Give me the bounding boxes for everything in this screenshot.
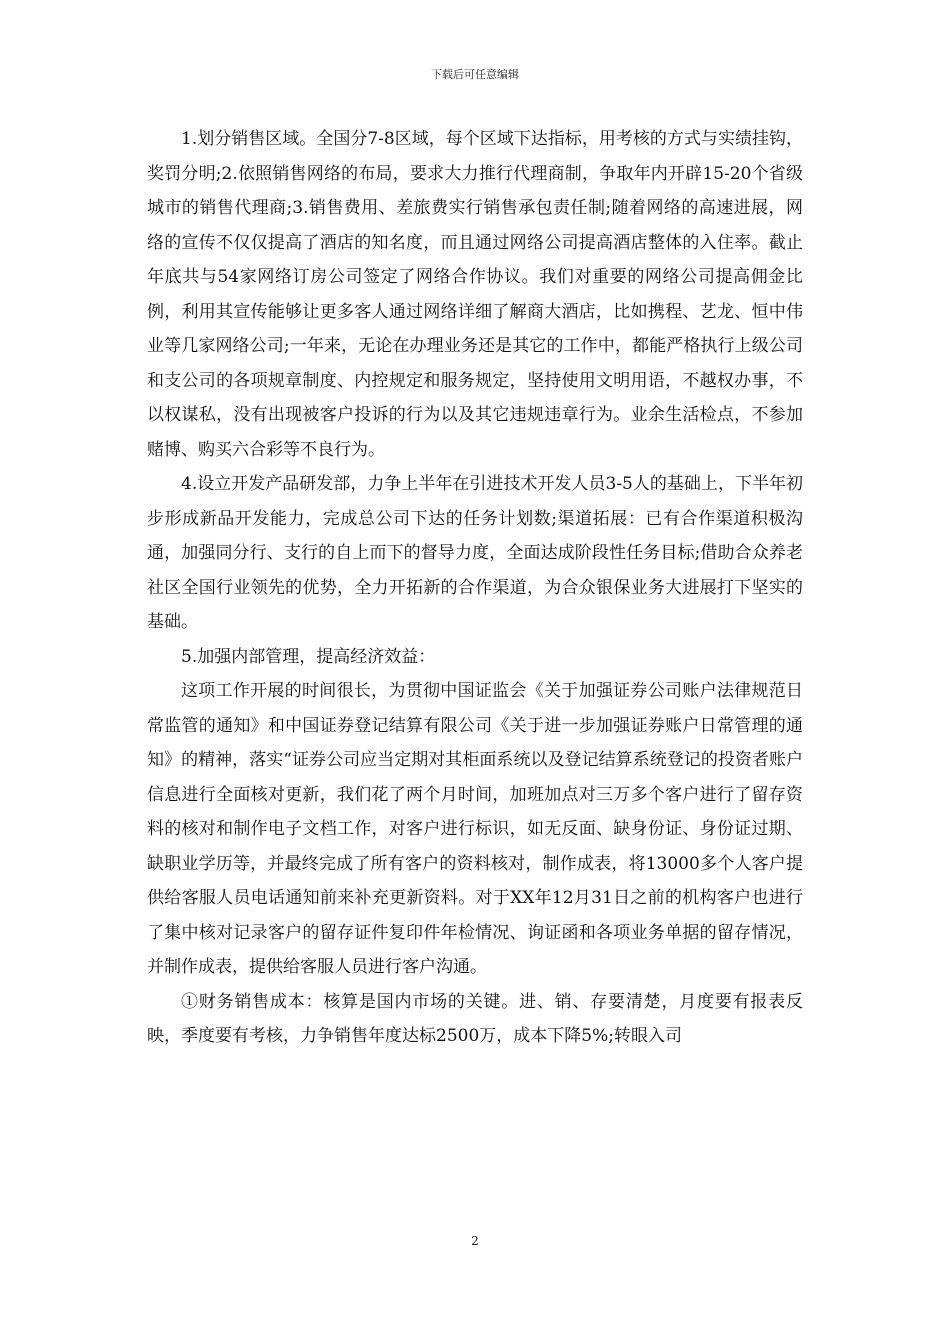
paragraph-sales-regions: 1.划分销售区域。全国分7-8区域，每个区域下达指标，用考核的方式与实绩挂钩，奖罚分明;2.依照销售网络的布局，要求大力推行代理商制，争取年内开辟15-20个省级城市的销售代理商;3.销售费用、差旅费实行销售承包责任制;随着网络的高速进展，网络的宣传不仅仅提高了酒店的知名度，而且通过网络公司提高酒店整体的入住率。截止年底共与54家网络订房公司签定了网络合作协议。我们对重要的网络公司提高佣金比例，利用其宣传能够让更多客人通过网络详细了解商大酒店，比如携程、艺龙、恒中伟业等几家网络公司;一年来，无论在办理业务还是其它的工作中，都能严格执行上级公司和支公司的各项规章制度、内控规定和服务规定，坚持使用文明用语，不越权办事，不以权谋私，没有出现被客户投诉的行为以及其它违规违章行为。业余生活检点，不参加赌博、购买六合彩等不良行为。: [147, 129, 803, 460]
paragraph-internal-management-heading: 5.加强内部管理，提高经济效益：: [181, 646, 436, 667]
paragraph-product-rd: 4.设立开发产品研发部，力争上半年在引进技术开发人员3-5人的基础上，下半年初步形成新品开发能力，完成总公司下达的任务计划数;渠道拓展：已有合作渠道积极沟通，加强同分行、支行的自上而下的督导力度，全面达成阶段性任务目标;借助合众养老社区全国行业领先的优势，全力开拓新的合作渠道，为合众银保业务大进展打下坚实的基础。: [147, 474, 803, 632]
page-number: 2: [471, 1234, 479, 1248]
page-header: 下载后可任意编辑: [431, 68, 519, 81]
document-body: [147, 122, 803, 1054]
paragraph-financial-cost: ①财务销售成本：核算是国内市场的关键。进、销、存要清楚，月度要有报表反映，季度要有考核，力争销售年度达标2500万，成本下降5%;转眼入司: [147, 991, 803, 1046]
paragraph-account-verification: 这项工作开展的时间很长，为贯彻中国证监会《关于加强证券公司账户法律规范日常监管的通知》和中国证券登记结算有限公司《关于进一步加强证券账户日常管理的通知》的精神，落实“证券公司应当定期对其柜面系统以及登记结算系统登记的投资者账户信息进行全面核对更新，我们花了两个月时间，加班加点对三万多个客户进行了留存资料的核对和制作电子文档工作，对客户进行标识，如无反面、缺身份证、身份证过期、缺职业学历等，并最终完成了所有客户的资料核对，制作成表，将13000多个人客户提供给客服人员电话通知前来补充更新资料。对于XX年12月31日之前的机构客户也进行了集中核对记录客户的留存证件复印件年检情况、询证函和各项业务单据的留存情况，并制作成表，提供给客服人员进行客户沟通。: [147, 681, 803, 977]
